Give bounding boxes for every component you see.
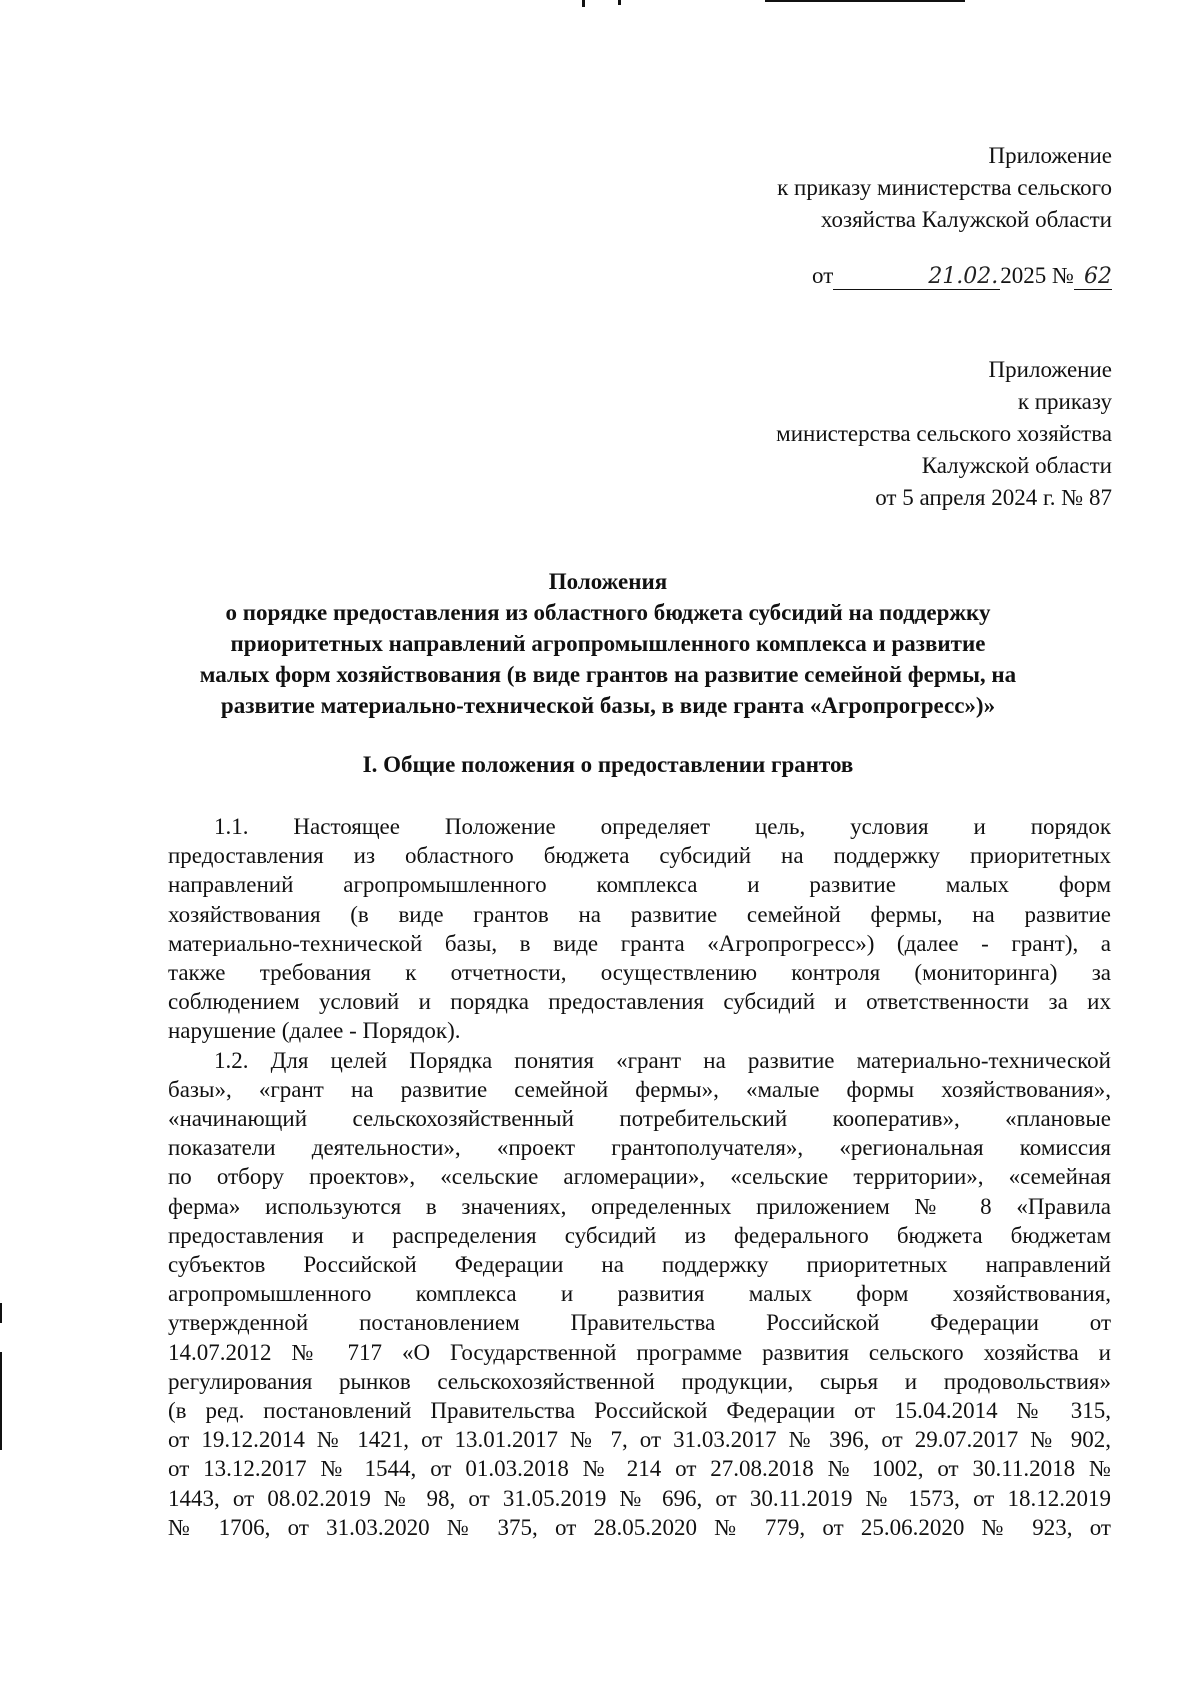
scan-artifact [0,1303,2,1323]
scan-artifact [582,0,585,7]
previous-appendix-line: Приложение [988,357,1112,382]
order-prefix: от [812,263,834,288]
handwritten-number: 62 [1074,265,1112,290]
paragraph-line: нарушение (далее - Порядок). [168,1018,461,1044]
document-title-line: приоритетных направлений агропромышленного комплекса и развитие [230,631,986,656]
paragraph-line: базы», «грант на развитие семейной фермы», «малые формы хозяйствования», [168,1076,1111,1102]
paragraph-line: направлений агропромышленного комплекса и развитие малых форм [168,872,1111,898]
paragraph-line: 1.2. Для целей Порядка понятия «грант на развитие материально-технической [214,1047,1111,1073]
paragraph-line: субъектов Российской Федерации на поддержку приоритетных направлений [168,1252,1111,1278]
paragraph-line: 1443, от 08.02.2019 № 98, от 31.05.2019 № 696, от 30.11.2019 № 1573, от 18.12.2019 [168,1485,1111,1511]
scan-artifact [765,0,965,2]
paragraph-line: регулирования рынков сельскохозяйственной продукции, сырья и продовольствия» [168,1368,1111,1394]
paragraph-line: предоставления из областного бюджета субсидий на поддержку приоритетных [168,843,1111,869]
appendix-header-line: хозяйства Калужской области [820,207,1112,232]
appendix-header-line: к приказу министерства сельского [777,175,1112,200]
paragraph-line: предоставления и распределения субсидий из федерального бюджета бюджетам [168,1222,1111,1248]
previous-appendix-line: от 5 апреля 2024 г. № 87 [875,485,1112,510]
paragraph-line: хозяйствования (в виде грантов на развитие семейной фермы, на развитие [168,901,1111,927]
paragraph-line: показатели деятельности», «проект грантополучателя», «региональная комиссия [168,1135,1111,1161]
previous-appendix-header [776,354,1112,514]
order-year: 2025 № [1000,263,1074,288]
paragraph-line: ферма» используются в значениях, определенных приложением № 8 «Правила [168,1193,1111,1219]
document-title-line: развитие материально-технической базы, в виде гранта «Агропрогресс»)» [220,693,996,718]
document-title-line: малых форм хозяйствования (в виде грантов на развитие семейной фермы, на [199,662,1017,687]
paragraph-line: № 1706, от 31.03.2020 № 375, от 28.05.2020 № 779, от 25.06.2020 № 923, от [168,1514,1111,1540]
paragraph-line: материально-технической базы, в виде гранта «Агропрогресс») (далее - грант), а [168,930,1111,956]
paragraph-line: также требования к отчетности, осуществлению контроля (мониторинга) за [168,960,1111,986]
paragraph-line: (в ред. постановлений Правительства Российской Федерации от 15.04.2014 № 315, [168,1398,1111,1424]
document-title-line: Положения [548,569,668,594]
order-date-line [812,261,1112,291]
previous-appendix-line: министерства сельского хозяйства [776,421,1112,446]
paragraph-line: по отбору проектов», «сельские агломерации», «сельские территории», «семейная [168,1164,1111,1190]
scan-artifact [618,0,621,5]
paragraph-line: агропромышленного комплекса и развития малых форм хозяйствования, [168,1281,1111,1307]
appendix-header-line: Приложение [988,143,1112,168]
document-title-line: о порядке предоставления из областного бюджета субсидий на поддержку [225,600,991,625]
previous-appendix-line: Калужской области [921,453,1112,478]
section-heading: I. Общие положения о предоставлении грантов [362,752,854,777]
handwritten-date: 21.02. [833,265,1000,290]
paragraph-line: 1.1. Настоящее Положение определяет цель, условия и порядок [214,814,1111,839]
paragraph-line: соблюдением условий и порядка предоставления субсидий и ответственности за их [168,989,1111,1015]
body-text [168,812,1111,1542]
scan-artifact [0,1352,2,1450]
paragraph-line: «начинающий сельскохозяйственный потребительский кооператив», «плановые [168,1106,1111,1132]
previous-appendix-line: к приказу [1017,389,1112,414]
document-title [120,566,1096,721]
paragraph-line: от 13.12.2017 № 1544, от 01.03.2018 № 214 от 27.08.2018 № 1002, от 30.11.2018 № [168,1456,1111,1482]
paragraph-line: утвержденной постановлением Правительства Российской Федерации от [168,1310,1111,1336]
paragraph-line: 14.07.2012 № 717 «О Государственной программе развития сельского хозяйства и [168,1339,1111,1365]
appendix-header [777,140,1112,236]
paragraph-line: от 19.12.2014 № 1421, от 13.01.2017 № 7, от 31.03.2017 № 396, от 29.07.2017 № 902, [168,1427,1111,1453]
